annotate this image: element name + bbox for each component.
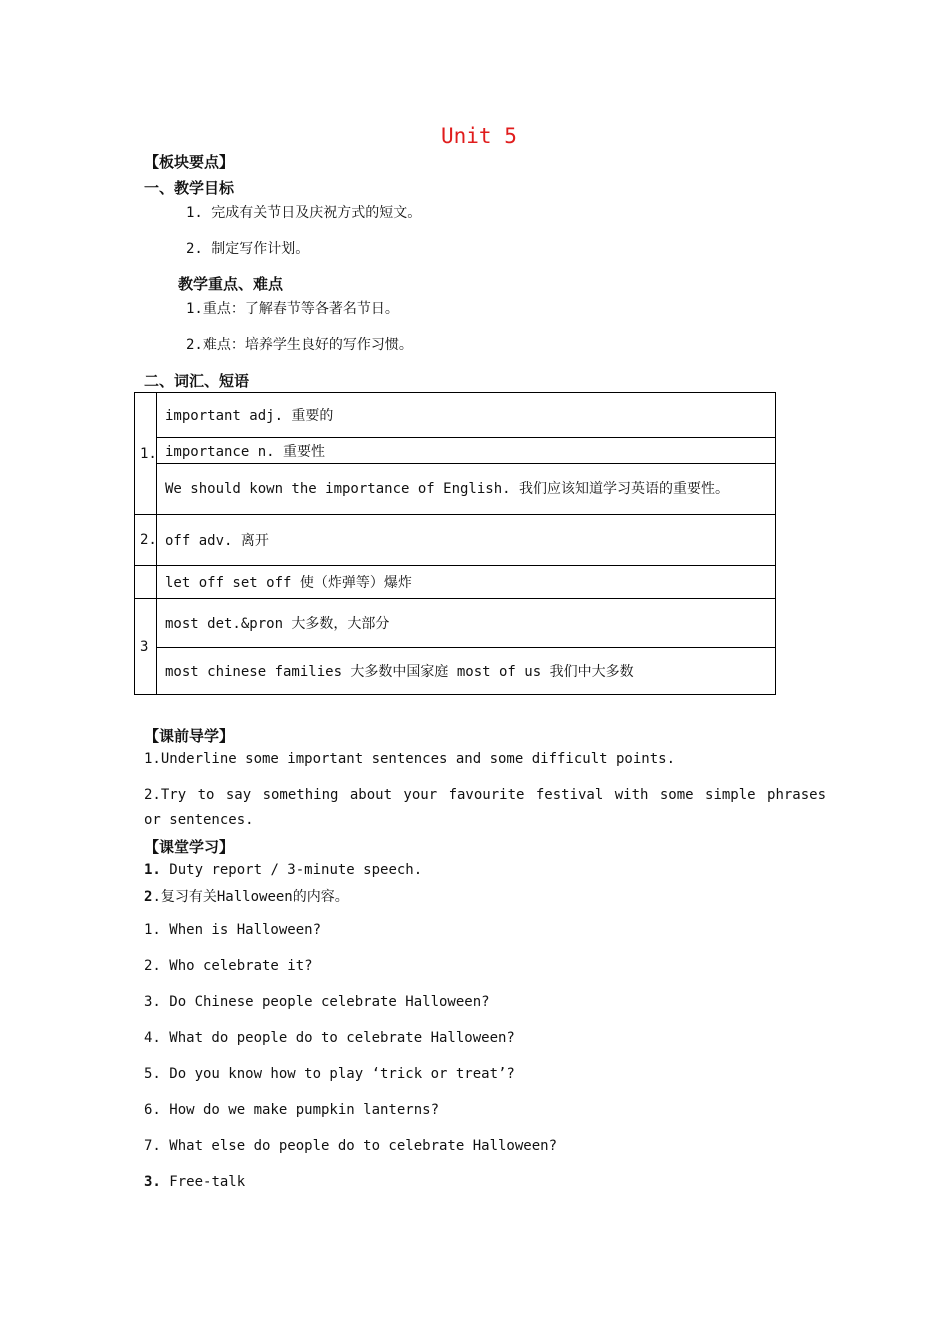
step-number: 3. bbox=[144, 1174, 161, 1190]
row-number: 2. bbox=[135, 515, 157, 566]
focus-item: 2.难点：培养学生良好的写作习惯。 bbox=[186, 337, 413, 353]
row-number: 1. bbox=[135, 393, 157, 515]
step-text: Free-talk bbox=[169, 1174, 246, 1190]
vocab-cell: off adv. 离开 bbox=[157, 515, 776, 566]
question-item: 4. What do people do to celebrate Halloween? bbox=[144, 1030, 515, 1046]
step-text: .复习有关Halloween的内容。 bbox=[152, 889, 349, 905]
vocab-cell: important adj. 重要的 bbox=[157, 393, 776, 438]
table-row bbox=[135, 393, 776, 438]
classroom-step bbox=[144, 1174, 245, 1190]
page-title: Unit 5 bbox=[441, 124, 517, 148]
vocab-heading: 二、词汇、短语 bbox=[144, 372, 250, 390]
table-row bbox=[135, 515, 776, 566]
step-number: 2 bbox=[144, 889, 153, 905]
preview-item: or sentences. bbox=[144, 812, 254, 828]
question-item: 7. What else do people do to celebrate Halloween? bbox=[144, 1138, 558, 1154]
vocab-cell: most chinese families 大多数中国家庭 most of us 我们中大多数 bbox=[157, 648, 776, 695]
vocab-cell: importance n. 重要性 bbox=[157, 438, 776, 464]
vocab-cell: let off set off 使（炸弹等）爆炸 bbox=[157, 566, 776, 599]
preview-heading: 【课前导学】 bbox=[144, 727, 235, 745]
focus-heading: 教学重点、难点 bbox=[178, 275, 284, 293]
goal-item: 1. 完成有关节日及庆祝方式的短文。 bbox=[186, 205, 422, 221]
preview-item: 2.Try to say something about your favourite festival with some simple phrases bbox=[144, 787, 827, 803]
question-item: 2. Who celebrate it? bbox=[144, 958, 313, 974]
table-row bbox=[135, 464, 776, 515]
vocab-cell: We should kown the importance of English. 我们应该知道学习英语的重要性。 bbox=[157, 464, 776, 515]
table-row bbox=[135, 599, 776, 648]
row-number bbox=[135, 566, 157, 599]
table-row bbox=[135, 566, 776, 599]
question-item: 3. Do Chinese people celebrate Halloween? bbox=[144, 994, 490, 1010]
step-text: Duty report / 3-minute speech. bbox=[169, 862, 423, 878]
question-item: 6. How do we make pumpkin lanterns? bbox=[144, 1102, 440, 1118]
classroom-step bbox=[144, 862, 422, 878]
classroom-heading: 【课堂学习】 bbox=[144, 838, 235, 856]
vocab-table bbox=[134, 392, 776, 695]
goals-heading: 一、教学目标 bbox=[144, 179, 235, 197]
question-item: 5. Do you know how to play ‘trick or treat’? bbox=[144, 1066, 515, 1082]
classroom-step bbox=[144, 886, 349, 906]
table-row bbox=[135, 438, 776, 464]
preview-item: 1.Underline some important sentences and some difficult points. bbox=[144, 751, 676, 767]
table-row bbox=[135, 648, 776, 695]
question-item: 1. When is Halloween? bbox=[144, 922, 322, 938]
section-key-heading: 【板块要点】 bbox=[144, 153, 235, 171]
vocab-cell: most det.&pron 大多数，大部分 bbox=[157, 599, 776, 648]
focus-item: 1.重点：了解春节等各著名节日。 bbox=[186, 301, 399, 317]
goal-item: 2. 制定写作计划。 bbox=[186, 241, 310, 257]
row-number: 3 bbox=[135, 599, 157, 695]
step-number: 1. bbox=[144, 862, 161, 878]
